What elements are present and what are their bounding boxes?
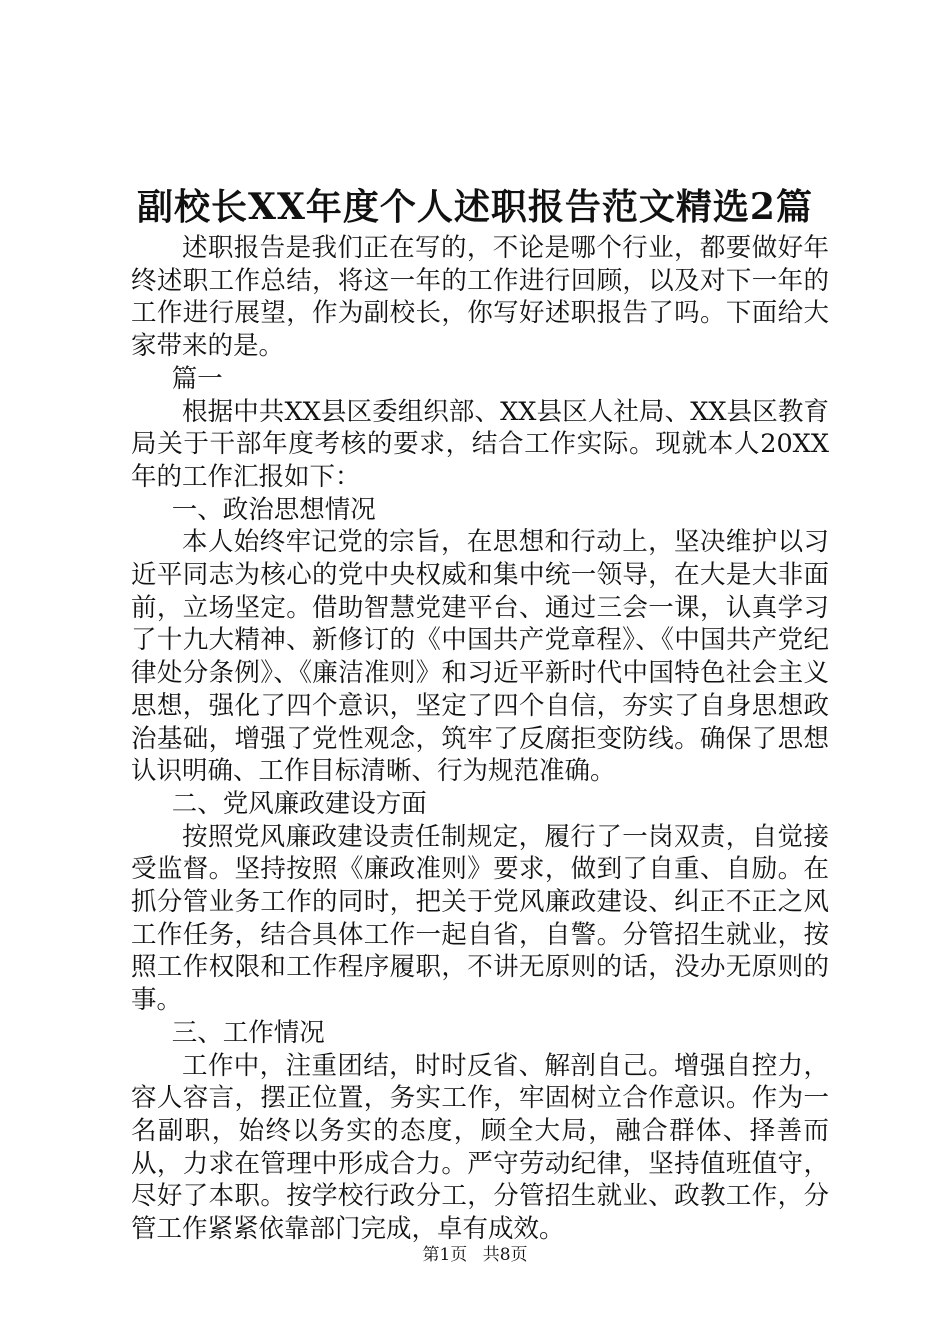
work-paragraph: 工作中，注重团结，时时反省、解剖自己。增强自控力，容人容言，摆正位置，务实工作，牢固树立合作意识。作为一名副职，始终以务实的态度，顾全大局，融合群体、择善而从，力求在管理中形成合力。严守劳动纪律，坚持值班值守，尽好了本职。按学校行政分工，分管招生就业、政教工作，分管工作紧紧依靠部门完成，卓有成效。 — [131, 1050, 829, 1245]
page-number: 第1页 — [422, 1245, 468, 1265]
document-body — [131, 232, 829, 1246]
opening-paragraph: 根据中共XX县区委组织部、XX县区人社局、XX县区教育局关于干部年度考核的要求，结合工作实际。现就本人20XX年的工作汇报如下： — [131, 396, 829, 492]
integrity-paragraph: 按照党风廉政建设责任制规定，履行了一岗双责，自觉接受监督。坚持按照《廉政准则》要求，做到了自重、自励。在抓分管业务工作的同时，把关于党风廉政建设、纠正不正之风工作任务，结合具体工作一起自省，自警。分管招生就业，按照工作权限和工作程序履职，不讲无原则的话，没办无原则的事。 — [131, 821, 829, 1016]
section-label-part-one: 篇一 — [171, 363, 223, 394]
intro-paragraph: 述职报告是我们正在写的，不论是哪个行业，都要做好年终述职工作总结，将这一年的工作进行回顾，以及对下一年的工作进行展望，作为副校长，你写好述职报告了吗。下面给大家带来的是。 — [131, 233, 829, 362]
section-heading-work: 三、工作情况 — [171, 1017, 325, 1048]
page-total: 共8页 — [482, 1245, 528, 1265]
section-heading-political: 一、政治思想情况 — [171, 494, 376, 525]
political-paragraph: 本人始终牢记党的宗旨，在思想和行动上，坚决维护以习近平同志为核心的党中央权威和集中统一领导，在大是大非面前，立场坚定。借助智慧党建平台、通过三会一课，认真学习了十九大精神、新修订的《中国共产党章程》、《中国共产党纪律处分条例》、《廉洁准则》和习近平新时代中国特色社会主义思想，强化了四个意识，坚定了四个自信，夯实了自身思想政治基础，增强了党性观念，筑牢了反腐拒变防线。确保了思想认识明确、工作目标清晰、行为规范准确。 — [131, 527, 829, 787]
section-heading-integrity: 二、党风廉政建设方面 — [171, 788, 427, 819]
page-footer — [0, 1244, 950, 1266]
document-title: 副校长XX年度个人述职报告范文精选2篇 — [137, 186, 813, 228]
